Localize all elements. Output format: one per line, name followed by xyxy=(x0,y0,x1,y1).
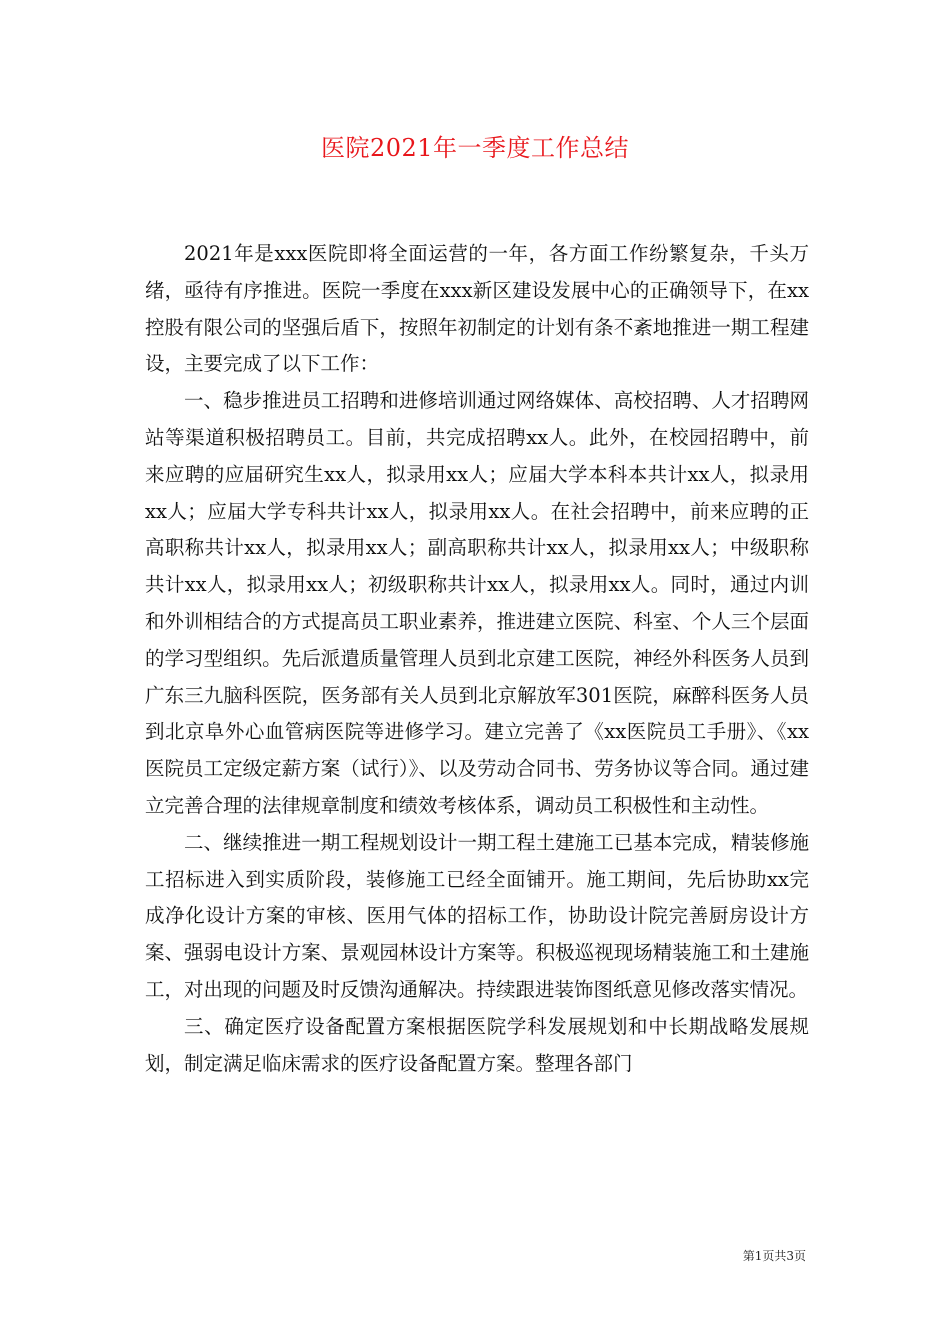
document-title: 医院2021年一季度工作总结 xyxy=(320,134,630,162)
section-1-paragraph: 一、稳步推进员工招聘和进修培训通过网络媒体、高校招聘、人才招聘网站等渠道积极招聘员工。目前，共完成招聘xx人。此外，在校园招聘中，前来应聘的应届研究生xx人，拟录用xx人；应届大学本科本共计xx人，拟录用xx人；应届大学专科共计xx人，拟录用xx人。在社会招聘中，前来应聘的正高职称共计xx人，拟录用xx人；副高职称共计xx人，拟录用xx人；中级职称共计xx人，拟录用xx人；初级职称共计xx人，拟录用xx人。同时，通过内训和外训相结合的方式提高员工职业素养，推进建立医院、科室、个人三个层面的学习型组织。先后派遣质量管理人员到北京建工医院，神经外科医务人员到广东三九脑科医院，医务部有关人员到北京解放军301医院，麻醉科医务人员到北京阜外心血管病医院等进修学习。建立完善了《xx医院员工手册》、《xx医院员工定级定薪方案（试行）》、以及劳动合同书、劳务协议等合同。通过建立完善合理的法律规章制度和绩效考核体系，调动员工积极性和主动性。 xyxy=(145,389,809,817)
section-2-paragraph: 二、继续推进一期工程规划设计一期工程土建施工已基本完成，精装修施工招标进入到实质阶段，装修施工已经全面铺开。施工期间，先后协助xx完成净化设计方案的审核、医用气体的招标工作，协助设计院完善厨房设计方案、强弱电设计方案、景观园林设计方案等。积极巡视现场精装施工和土建施工，对出现的问题及时反馈沟通解决。持续跟进装饰图纸意见修改落实情况。 xyxy=(145,830,809,1001)
intro-paragraph: 2021年是xxx医院即将全面运营的一年，各方面工作纷繁复杂，千头万绪，亟待有序推进。医院一季度在xxx新区建设发展中心的正确领导下，在xx控股有限公司的坚强后盾下，按照年初制定的计划有条不紊地推进一期工程建设，主要完成了以下工作： xyxy=(145,242,809,376)
page-number: 第1页共3页 xyxy=(742,1249,806,1263)
section-3-paragraph: 三、确定医疗设备配置方案根据医院学科发展规划和中长期战略发展规划，制定满足临床需求的医疗设备配置方案。整理各部门 xyxy=(145,1014,809,1075)
document-body xyxy=(145,236,809,1082)
